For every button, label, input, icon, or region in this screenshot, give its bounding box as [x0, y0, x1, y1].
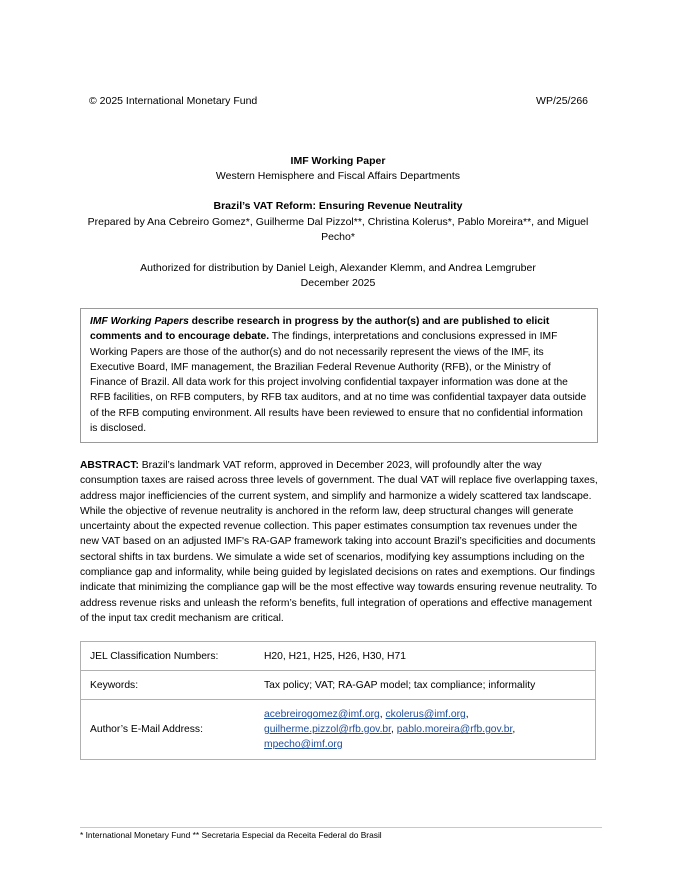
disclaimer-box [80, 308, 598, 443]
disclaimer-lead-bold: describe research in progress by the author(s) and are published to elicit comments and to encourage debate. [90, 316, 550, 343]
keywords-value: Tax policy; VAT; RA-GAP model; tax compliance; informality [264, 671, 596, 700]
email-link-moreira[interactable]: pablo.moreira@rfb.gov.br [396, 724, 513, 735]
email-label: Author’s E-Mail Address: [81, 700, 265, 760]
metadata-table [80, 641, 596, 760]
paper-title: Brazil’s VAT Reform: Ensuring Revenue Neutrality [213, 200, 463, 212]
publication-date: December 2025 [300, 277, 376, 289]
disclaimer-lead-italic: IMF Working Papers [90, 316, 189, 327]
footnote: * International Monetary Fund ** Secretaria Especial da Receita Federal do Brasil [80, 830, 382, 840]
series-title: IMF Working Paper [290, 155, 386, 167]
email-link-kolerus[interactable]: ckolerus@imf.org [385, 709, 466, 720]
disclaimer-body: The findings, interpretations and conclusions expressed in IMF Working Papers are those of the author(s) and do not necessarily represent the views of the IMF, its Executive Board, IMF management, the Brazilian Federal Revenue Authority (RFB), or the Ministry of Finance of Brazil. All data work for this project involving confidential taxpayer information was done at the RFB facilities, on RFB computers, by RFB tax auditors, and at no time was confidential taxpayer data outside of the RFB computing environment. All results have been reviewed to ensure that no confidential information is disclosed. [90, 331, 587, 435]
departments: Western Hemisphere and Fiscal Affairs Departments [215, 170, 461, 182]
copyright-text: © 2025 International Monetary Fund [89, 95, 258, 107]
abstract-text: Brazil’s landmark VAT reform, approved in December 2023, will profoundly alter the way consumption taxes are raised across three levels of government. The dual VAT will replace five overlapping taxes, address major inefficiencies of the current system, and simplify and harmonize a widely scattered tax landscape. While the objective of revenue neutrality is anchored in the reform law, deep structural changes will generate uncertainty about the expected revenue collection. This paper estimates consumption tax revenues under the new VAT based on an adjusted IMF's RA-GAP framework taking into account Brazil’s specificities and documents sectoral shifts in tax burdens. We simulate a wide set of scenarios, modifying key assumptions including on the compliance gap and informality, while being guided by legislated decisions on rates and exemptions. Our findings indicate that minimizing the compliance gap will be the most effective way towards ensuring revenue neutrality. To address revenue risks and unleash the reform’s benefits, full integration of operations and effective management of the input tax credit mechanism are critical. [80, 460, 598, 624]
page-header [89, 95, 588, 107]
abstract [80, 458, 598, 626]
jel-row [81, 642, 596, 671]
email-link-pizzol[interactable]: guilherme.pizzol@rfb.gov.br [264, 724, 392, 735]
email-row [81, 700, 596, 760]
email-list: acebreirogomez@imf.org, ckolerus@imf.org, guilherme.pizzol@rfb.gov.br, pablo.moreira@rfb.gov.br, mpecho@imf.org [264, 700, 596, 760]
authorized-by: Authorized for distribution by Daniel Leigh, Alexander Klemm, and Andrea Lemgruber [140, 262, 536, 274]
prepared-by-line1: Prepared by Ana Cebreiro Gomez*, Guilherme Dal Pizzol**, Christina Kolerus*, Pablo Moreira**, and Miguel [87, 216, 589, 228]
jel-value: H20, H21, H25, H26, H30, H71 [264, 642, 596, 671]
keywords-row [81, 671, 596, 700]
email-link-cebreiro[interactable]: acebreirogomez@imf.org [264, 709, 380, 720]
prepared-by-line2: Pecho* [321, 231, 355, 243]
footnote-divider [80, 827, 602, 828]
paper-number: WP/25/266 [536, 95, 588, 107]
abstract-label: ABSTRACT: [80, 460, 139, 471]
keywords-label: Keywords: [81, 671, 265, 700]
email-link-pecho[interactable]: mpecho@imf.org [264, 739, 343, 750]
jel-label: JEL Classification Numbers: [81, 642, 265, 671]
